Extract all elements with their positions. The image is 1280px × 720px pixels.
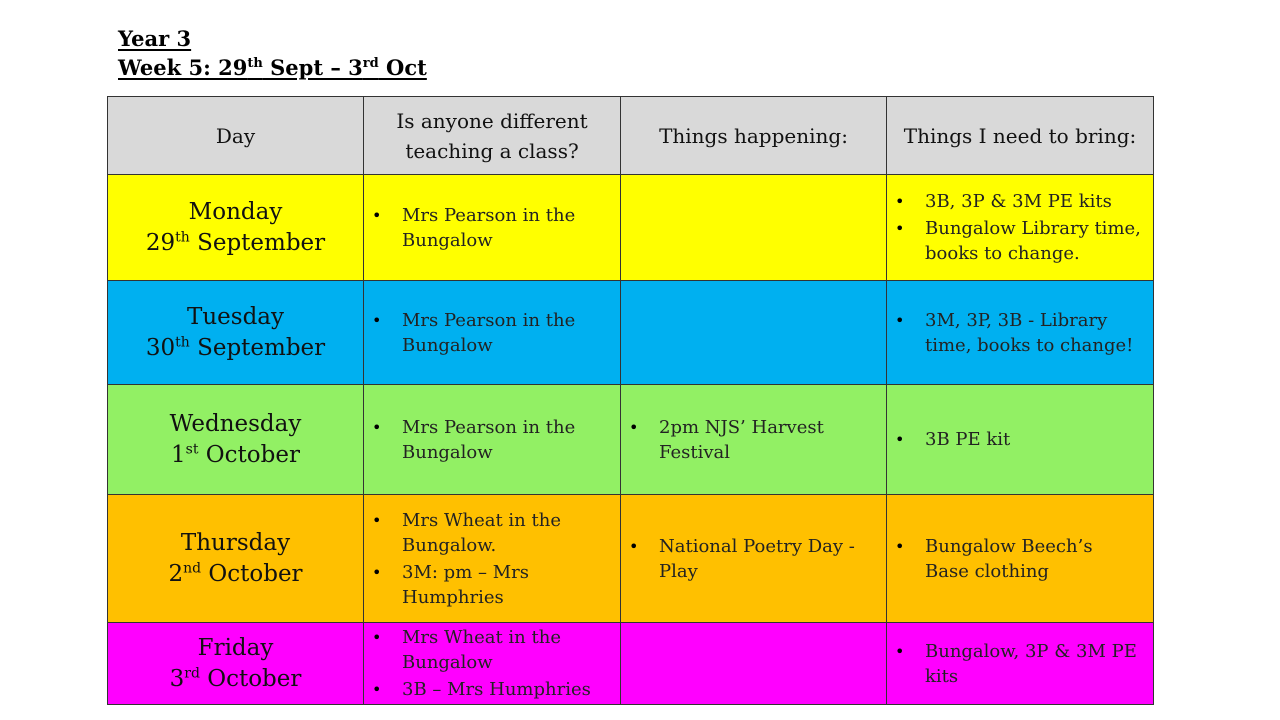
list-item: • Bungalow Library time, books to change. <box>925 216 1141 266</box>
day-date <box>146 335 325 361</box>
bring-cell <box>887 281 1154 385</box>
date-month: October <box>199 665 302 692</box>
list-item: • 3M: pm – Mrs Humphries <box>402 560 608 610</box>
bring-cell <box>887 495 1154 623</box>
week-heading-sup: rd <box>362 56 379 71</box>
column-header-bring: Things I need to bring: <box>887 97 1154 175</box>
weekly-timetable <box>107 96 1154 705</box>
day-row <box>108 281 1154 385</box>
happening-cell <box>621 495 887 623</box>
bring-list <box>887 534 1153 584</box>
teaching-list <box>364 308 620 358</box>
happening-cell <box>621 175 887 281</box>
teaching-cell <box>364 623 621 705</box>
bring-list <box>887 308 1153 358</box>
list-item: • 3M, 3P, 3B - Library time, books to change! <box>925 308 1141 358</box>
day-date <box>146 230 325 256</box>
date-month: October <box>201 560 303 587</box>
list-item: • 3B – Mrs Humphries <box>402 677 608 702</box>
teaching-list <box>364 508 620 610</box>
day-row <box>108 623 1154 705</box>
teaching-list <box>364 415 620 465</box>
teaching-list <box>364 203 620 253</box>
day-name: Wednesday <box>169 410 302 437</box>
column-header-teaching: Is anyone different teaching a class? <box>364 97 621 175</box>
teaching-cell <box>364 385 621 495</box>
bring-cell <box>887 175 1154 281</box>
date-suffix: th <box>175 228 190 245</box>
date-number: 30 <box>145 334 176 361</box>
bring-cell <box>887 623 1154 705</box>
date-month: September <box>189 334 326 361</box>
bring-cell <box>887 385 1154 495</box>
bring-list <box>887 189 1153 266</box>
day-cell <box>108 495 364 623</box>
teaching-cell <box>364 175 621 281</box>
day-name: Monday <box>188 198 283 225</box>
list-item: • Mrs Wheat in the Bungalow. <box>402 508 608 558</box>
list-item: • Mrs Pearson in the Bungalow <box>402 203 608 253</box>
happening-list <box>621 534 886 584</box>
date-month: October <box>198 441 300 468</box>
page-title <box>118 24 427 82</box>
day-name: Thursday <box>180 529 291 556</box>
day-cell <box>108 175 364 281</box>
day-name: Friday <box>197 634 274 661</box>
date-number: 2 <box>168 560 184 587</box>
date-number: 1 <box>171 441 186 468</box>
day-row <box>108 175 1154 281</box>
bring-list <box>887 427 1153 452</box>
list-item: • National Poetry Day - Play <box>659 534 874 584</box>
teaching-list <box>364 625 620 702</box>
week-heading-part: Sept – 3 <box>262 55 363 80</box>
list-item: • Bungalow Beech’s Base clothing <box>925 534 1141 584</box>
year-heading: Year 3 <box>118 26 192 51</box>
happening-list <box>621 415 886 465</box>
list-item: • 3B PE kit <box>925 427 1141 452</box>
week-heading-part: Week 5: 29 <box>118 55 248 80</box>
day-name: Tuesday <box>187 303 284 330</box>
happening-cell <box>621 281 887 385</box>
date-suffix: th <box>175 333 190 350</box>
day-cell <box>108 281 364 385</box>
bring-list <box>887 639 1153 689</box>
day-date <box>171 442 300 468</box>
date-number: 3 <box>169 665 185 692</box>
header-row <box>108 97 1154 175</box>
column-header-happening: Things happening: <box>621 97 887 175</box>
date-month: September <box>189 229 326 256</box>
list-item: • Mrs Pearson in the Bungalow <box>402 415 608 465</box>
day-row <box>108 385 1154 495</box>
list-item: • Mrs Pearson in the Bungalow <box>402 308 608 358</box>
day-row <box>108 495 1154 623</box>
date-suffix: nd <box>183 559 202 576</box>
week-heading <box>118 53 427 82</box>
teaching-cell <box>364 495 621 623</box>
day-date <box>168 561 302 587</box>
list-item: • 3B, 3P & 3M PE kits <box>925 189 1141 214</box>
list-item: • 2pm NJS’ Harvest Festival <box>659 415 874 465</box>
column-header-day: Day <box>108 97 364 175</box>
timetable-body <box>108 175 1154 705</box>
list-item: • Bungalow, 3P & 3M PE kits <box>925 639 1141 689</box>
week-heading-part: Oct <box>378 55 427 80</box>
day-cell <box>108 385 364 495</box>
happening-cell <box>621 385 887 495</box>
teaching-cell <box>364 281 621 385</box>
happening-cell <box>621 623 887 705</box>
date-number: 29 <box>145 229 176 256</box>
date-suffix: st <box>185 440 199 457</box>
week-heading-sup: th <box>247 56 263 71</box>
date-suffix: rd <box>184 664 200 681</box>
list-item: • Mrs Wheat in the Bungalow <box>402 625 608 675</box>
day-date <box>170 666 302 692</box>
day-cell <box>108 623 364 705</box>
